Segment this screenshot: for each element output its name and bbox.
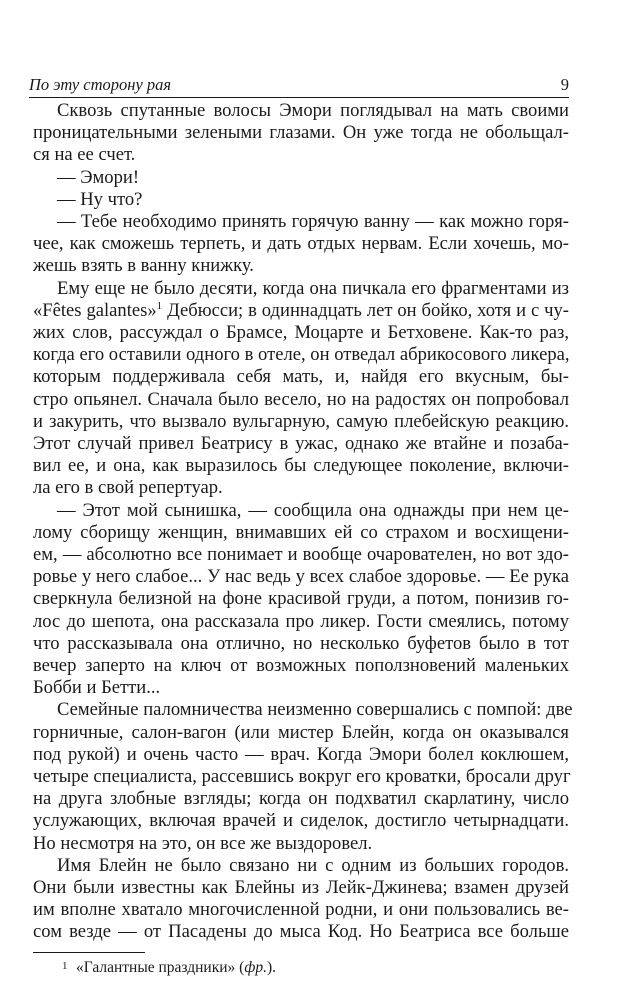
footnote-rule [33, 952, 145, 953]
text-line: что рассказывала она отлично, но несколько буфетов было в тот [33, 632, 569, 654]
text-line [33, 300, 569, 322]
footnote-text [76, 958, 276, 978]
text-line: Бобби и Бетти... [33, 677, 161, 699]
text-line: жешь взять в ванну книжку. [33, 255, 254, 277]
text-line: ем, — абсолютно все понимает и вообще очарователен, но вот здо- [33, 544, 569, 565]
text-line: услужающих, включая врачей и сиделок, достигло четырнадцати. [33, 810, 569, 832]
footnote-text-italic: фр. [244, 958, 267, 976]
line-text: Дебюсси; в одиннадцать лет он бойко, хотя и с чу- [162, 299, 569, 321]
text-line: лос до шепота, она рассказала про ликер. Гости смеялись, потому [33, 610, 569, 632]
running-header [29, 75, 569, 95]
header-rule [29, 97, 569, 98]
text-line: им вполне хватало многочисленной родни, и они пользовались ве- [33, 899, 569, 921]
text-line: Но несмотря на это, он все же выздоровел. [33, 832, 373, 854]
text-line: сверкнула белизной на фоне красивой груди, а потом, понизив го- [33, 588, 569, 610]
text-line: ровье у него слабое... У нас ведь у всех слабое здоровье. — Ее рука [33, 566, 569, 588]
footnote-text-after: ). [266, 958, 277, 976]
footnote-mark: 1 [62, 959, 68, 972]
text-line: вечер заперто на ключ от возможных поползновений маленьких [33, 655, 569, 676]
text-line: чее, как сможешь терпеть, и дать отдых нервам. Если хочешь, мо- [33, 233, 569, 255]
text-line: — Ну что? [57, 188, 143, 210]
text-line: Этот случай привел Беатрису в ужас, однако же втайне и позаба- [33, 433, 569, 454]
text-line: горничные, салон-вагон (или мистер Блейн, когда он оказывался [33, 721, 569, 743]
text-line: жих слов, рассуждал о Брамсе, Моцарте и Бетховене. Как-то раз, [33, 322, 569, 343]
text-line: Семейные паломничества неизменно совершались с помпой: две [57, 699, 573, 721]
text-line: — Эмори! [57, 166, 140, 188]
footnote-text-before: «Галантные праздники» ( [76, 958, 245, 976]
text-line: проницательными зелеными глазами. Он уже тогда не обольщал- [33, 122, 569, 144]
text-line: под рукой) и очень часто — врач. Когда Эмори болел коклюшем, [33, 743, 569, 765]
text-line: которым поддерживала себя мать, и, найдя его вкусным, бы- [33, 366, 569, 388]
text-line: ла его в свой репертуар. [33, 477, 223, 499]
text-line: сом везде — от Пасадены до мыса Код. Но Беатриса все больше [33, 921, 569, 943]
footnote-reference[interactable]: 1 [156, 299, 163, 312]
text-line: Имя Блейн не было связано ни с одним из больших городов. [57, 854, 569, 876]
text-line: Сквозь спутанные волосы Эмори поглядывал на мать своими [57, 100, 569, 121]
text-line: Ему еще не было десяти, когда она пичкала его фрагментами из [57, 277, 569, 299]
text-line: — Этот мой сынишка, — сообщила она однажды при нем це- [57, 499, 569, 521]
work-title: «Fêtes galantes» [33, 299, 157, 321]
page-number: 9 [560, 75, 569, 94]
text-line: стро опьянел. Сначала было весело, но на радостях он попробовал [33, 388, 569, 410]
text-line: когда его оставили одного в отеле, он отведал абрикосового ликера, [33, 344, 570, 366]
text-line: Они были известны как Блейны из Лейк-Джинева; взамен друзей [33, 877, 569, 898]
text-line: четыре специалиста, рассевшись вокруг его кроватки, бросали друг [33, 766, 571, 787]
text-line: — Тебе необходимо принять горячую ванну — как можно горя- [57, 211, 569, 232]
text-line: вил ее, и она, как выразилось бы следующее поколение, включи- [33, 455, 569, 477]
footnote [62, 958, 562, 978]
text-line: на друга злобные взгляды; когда он подхватил скарлатину, число [33, 788, 569, 810]
text-line: ся на ее счет. [33, 144, 136, 166]
text-line: лому сборищу женщин, внимавших ей со страхом и восхищени- [33, 521, 569, 543]
text-line: и закурить, что вызвало вульгарную, самую плебейскую реакцию. [33, 410, 569, 432]
running-title: По эту сторону рая [29, 75, 172, 94]
